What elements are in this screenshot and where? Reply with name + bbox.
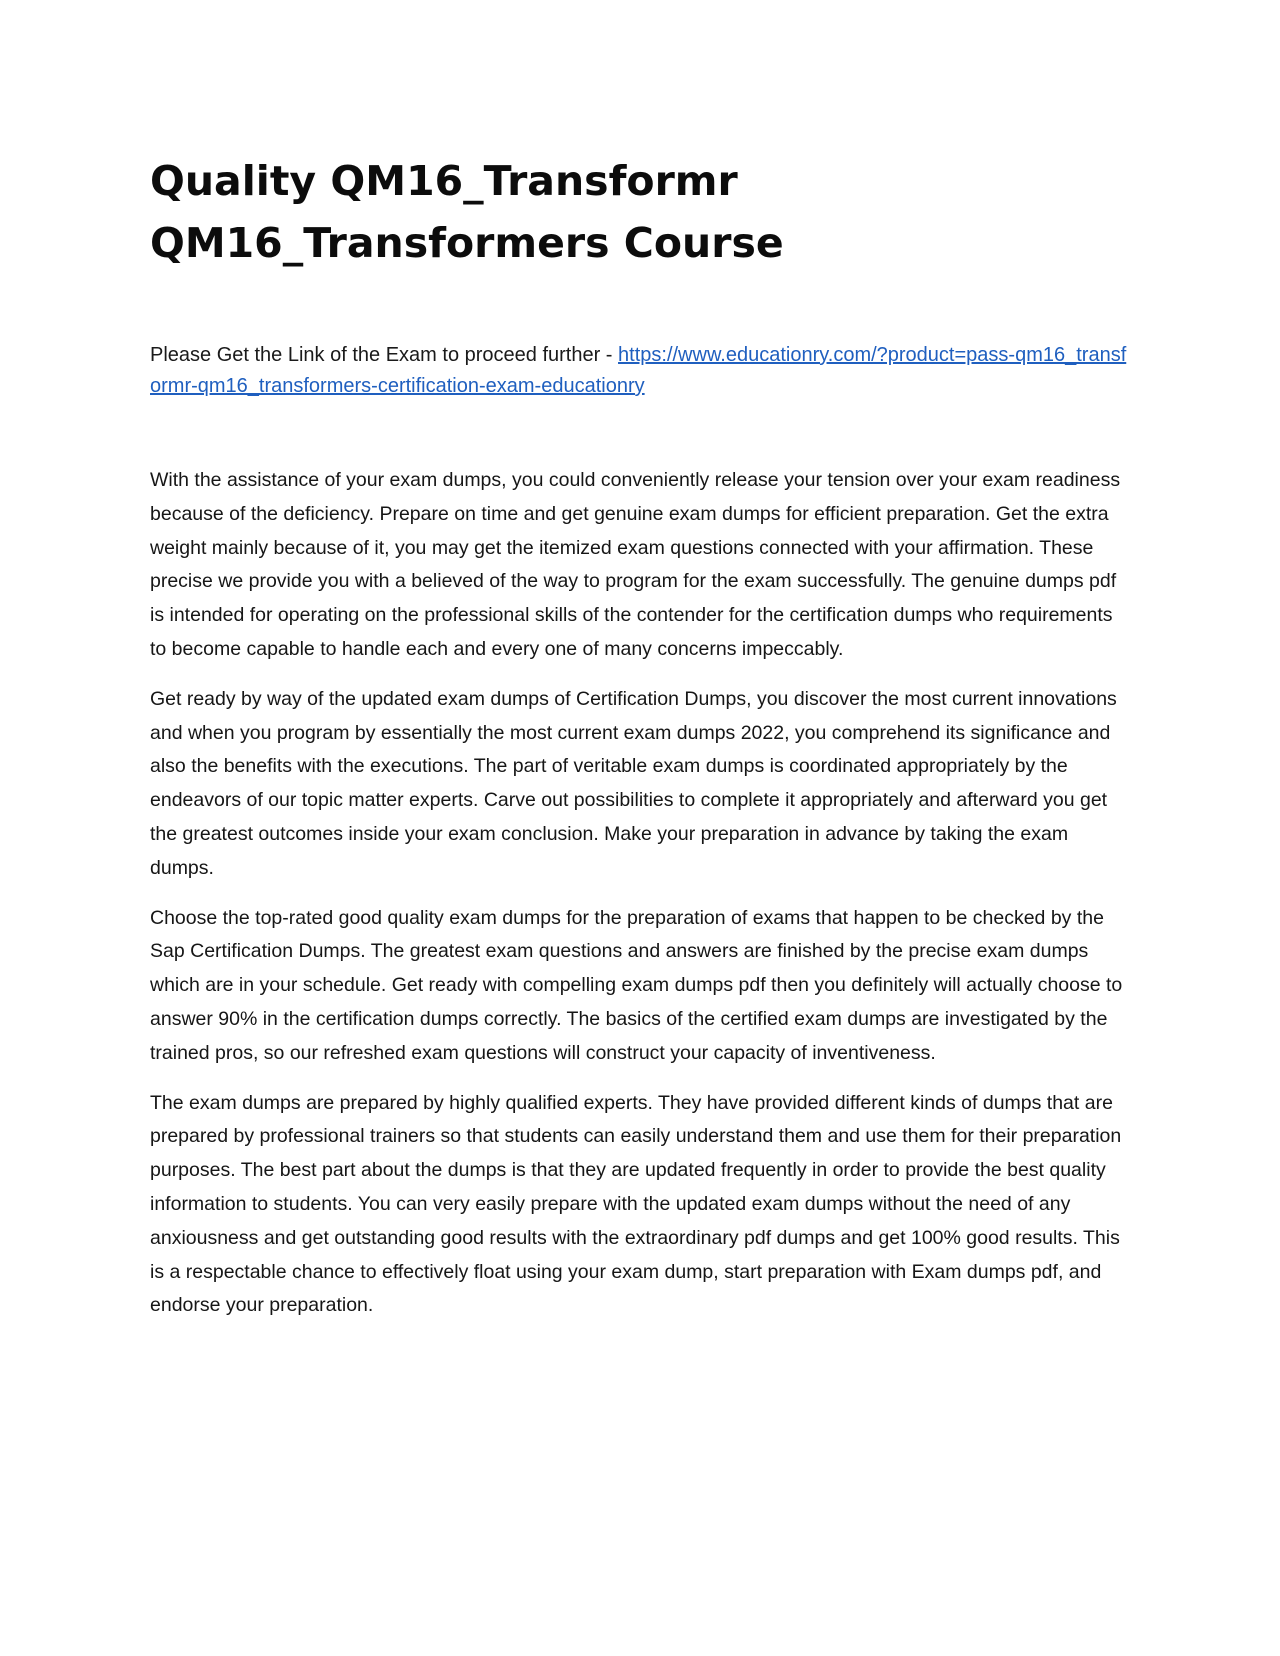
intro-paragraph (150, 340, 1132, 402)
title-line-2: QM16_Transformers Course (150, 219, 784, 267)
paragraph: With the assistance of your exam dumps, you could conveniently release your tension over your exam readiness because of the deficiency. Prepare on time and get genuine exam dumps for efficient preparation. Get the extra weight mainly because of it, you may get the itemized exam questions connected with your affirmation. These precise we provide you with a believed of the way to program for the exam successfully. The genuine dumps pdf is intended for operating on the professional skills of the contender for the certification dumps who requirements to become capable to handle each and every one of many concerns impeccably. (150, 469, 1121, 660)
exam-link[interactable]: https://www.educationry.com/?product=pass-qm16_transformr-qm16_transformers-certification-exam-educationry (150, 344, 1127, 397)
paragraph: Get ready by way of the updated exam dumps of Certification Dumps, you discover the most current innovations and when you program by essentially the most current exam dumps 2022, you comprehend its significance and also the benefits with the executions. The part of veritable exam dumps is coordinated appropriately by the endeavors of our topic matter experts. Carve out possibilities to complete it appropriately and afterward you get the greatest outcomes inside your exam conclusion. Make your preparation in advance by taking the exam dumps. (150, 687, 1117, 879)
body-text (150, 464, 1132, 1323)
title-line-1: Quality QM16_Transformr (150, 157, 738, 205)
page-title (150, 150, 1132, 274)
paragraph: The exam dumps are prepared by highly qualified experts. They have provided different kinds of dumps that are prepared by professional trainers so that students can easily understand them and use them for their preparation purposes. The best part about the dumps is that they are updated frequently in order to provide the best quality information to students. You can very easily prepare with the updated exam dumps without the need of any anxiousness and get outstanding good results with the extraordinary pdf dumps and get 100% good results. This is a respectable chance to effectively float using your exam dump, start preparation with Exam dumps pdf, and endorse your preparation. (150, 1091, 1122, 1317)
intro-text: Please Get the Link of the Exam to proceed further - (150, 344, 619, 366)
document-page (150, 150, 1132, 1339)
paragraph: Choose the top-rated good quality exam dumps for the preparation of exams that happen to be checked by the Sap Certification Dumps. The greatest exam questions and answers are finished by the precise exam dumps which are in your schedule. Get ready with compelling exam dumps pdf then you definitely will actually choose to answer 90% in the certification dumps correctly. The basics of the certified exam dumps are investigated by the trained pros, so our refreshed exam questions will construct your capacity of inventiveness. (150, 906, 1123, 1064)
